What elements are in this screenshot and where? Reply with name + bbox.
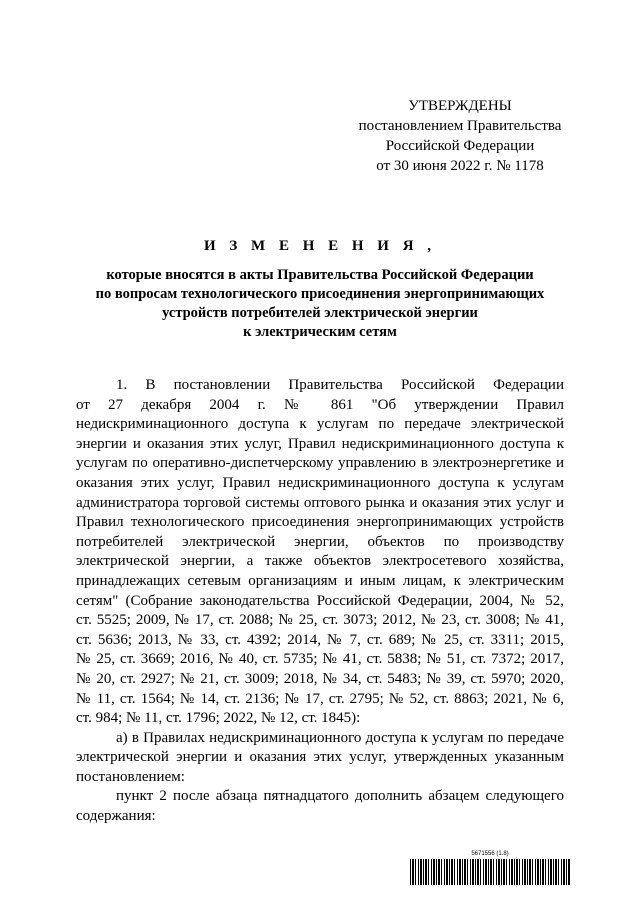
body-line: № 20, ст. 2927; № 21, ст. 3009; 2018, № 34, ст. 5483; № 39, ст. 5970; 2020, [76,670,564,687]
body-line: недискриминационного доступа к услугам по передаче электрической [76,416,564,433]
body-line: а) в Правилах недискриминационного доступа к услугам по передаче [116,729,564,746]
barcode-bars-icon [410,859,570,885]
body-line: ст. 984; № 11, ст. 1796; 2022, № 12, ст. 1845): [76,710,361,727]
body-line: Правил технологического присоединения энергопринимающих устройств [76,514,564,531]
body-line: постановлением: [76,768,185,785]
body-line: администратора торговой системы оптового рынка и оказания этих услуг и [76,494,564,511]
body-line: электрической энергии, а также объектов электросетевого хозяйства, [76,553,564,570]
body-line: 1. В постановлении Правительства Российской Федерации [116,377,564,393]
body-line: электрической энергии и оказания этих услуг, утвержденных указанным [76,749,564,766]
body-line: от 27 декабря 2004 г. № 861 "Об утверждении Правил [76,396,564,413]
approval-line: постановлением Правительства [358,118,562,134]
subtitle-line: устройств потребителей электрической энергии [162,305,478,321]
body-line: ст. 5636; 2013, № 33, ст. 4392; 2014, № 7, ст. 689; № 25, ст. 3311; 2015, [76,631,564,648]
body-line: сетям" (Собрание законодательства Российской Федерации, 2004, № 52, [76,592,564,609]
barcode-number: 5671556 (1.8) [471,851,509,857]
body-line: пункт 2 после абзаца пятнадцатого дополнить абзацем следующего [116,788,564,805]
approval-line: УТВЕРЖДЕНЫ [408,98,512,114]
body-line: потребителей электрической энергии, объектов по производству [76,533,564,550]
document-body [76,376,564,827]
approval-line: от 30 июня 2022 г. № 1178 [376,158,544,174]
body-line: услугам по оперативно-диспетчерскому управлению в электроэнергетике и [76,455,564,472]
body-line: принадлежащих сетевым организациям и иным лицам, к электрическим [76,572,564,589]
subtitle-line: к электрическим сетям [243,324,397,340]
body-line: ст. 5525; 2009, № 17, ст. 2088; № 25, ст. 3073; 2012, № 23, ст. 3008; № 41, [76,612,564,629]
subtitle-line: которые вносятся в акты Правительства Российской Федерации [106,267,534,283]
body-line: № 11, ст. 1564; № 14, ст. 2136; № 17, ст. 2795; № 52, ст. 8863; 2021, № 6, [76,690,564,707]
document-title: И З М Е Н Е Н И Я , [203,238,437,254]
document-subtitle [60,266,580,342]
body-line: энергии и оказания этих услуг, Правил недискриминационного доступа к [76,435,564,452]
body-line: оказания этих услуг, Правил недискриминационного доступа к услугам [76,474,564,491]
body-line: № 25, ст. 3669; 2016, № 40, ст. 5735; № 41, ст. 5838; № 51, ст. 7372; 2017, [76,651,564,668]
document-barcode [410,851,570,887]
approval-line: Российской Федерации [385,138,535,154]
approval-block [340,96,580,176]
body-line: содержания: [76,808,156,825]
subtitle-line: по вопросам технологического присоединения энергопринимающих [95,286,545,302]
